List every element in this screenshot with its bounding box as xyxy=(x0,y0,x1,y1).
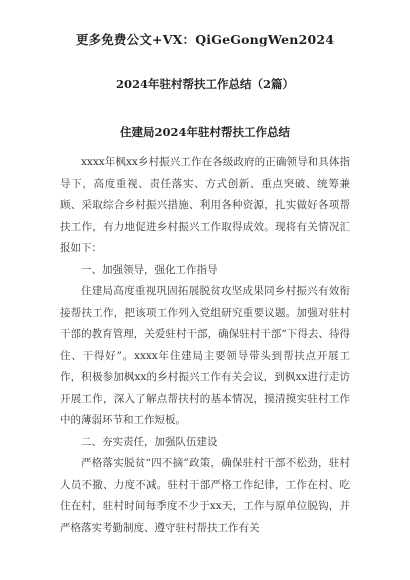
section-title: 住建局2024年驻村帮扶工作总结 xyxy=(119,125,290,139)
subheading-1: 一、加强领导，强化工作指导 xyxy=(81,263,218,276)
paragraph-2: 住建局高度重视巩固拓展脱贫攻坚成果同乡村振兴有效衔接帮扶工作，把该项工作列入党组研究重要议题。加强对驻村干部的教育管理，关爱驻村干部，确保驻村干部“下得去、待得住、干得好”。xxxx年住建局主要领导带头到帮扶点开展工作，积极参加枫xx的乡村振兴工作有关会议，到枫xx进行走访开展工作，深入了解点帮扶村的基本情况，摸清摸实驻村工作中的薄弱环节和工作短板。 xyxy=(60,285,350,426)
intro-paragraph: xxxx年枫xx乡村振兴工作在各级政府的正确领导和具体指导下，高度重视、责任落实、方式创新、重点突破、统筹兼顾、采取综合乡村振兴措施、利用各种资源，扎实做好各项帮扶工作，有力地促进乡村振兴工作取得成效。现将有关情况汇报如下： xyxy=(60,156,350,254)
promo-line: 更多免费公文+VX：QiGeGongWen2024 xyxy=(75,32,335,47)
subheading-2: 二、夯实责任，加强队伍建设 xyxy=(81,435,218,448)
document-body xyxy=(60,152,350,539)
paragraph-4: 严格落实脱贫“四不摘”政策，确保驻村干部不松劲，驻村人员不撤、力度不减。驻村干部严格工作纪律，工作在村、吃住在村，驻村时间每季度不少于xx天，工作与原单位脱钩，并严格落实考勤制度、遵守驻村帮扶工作有关 xyxy=(60,457,350,534)
document-title: 2024年驻村帮扶工作总结（2篇） xyxy=(115,77,294,91)
